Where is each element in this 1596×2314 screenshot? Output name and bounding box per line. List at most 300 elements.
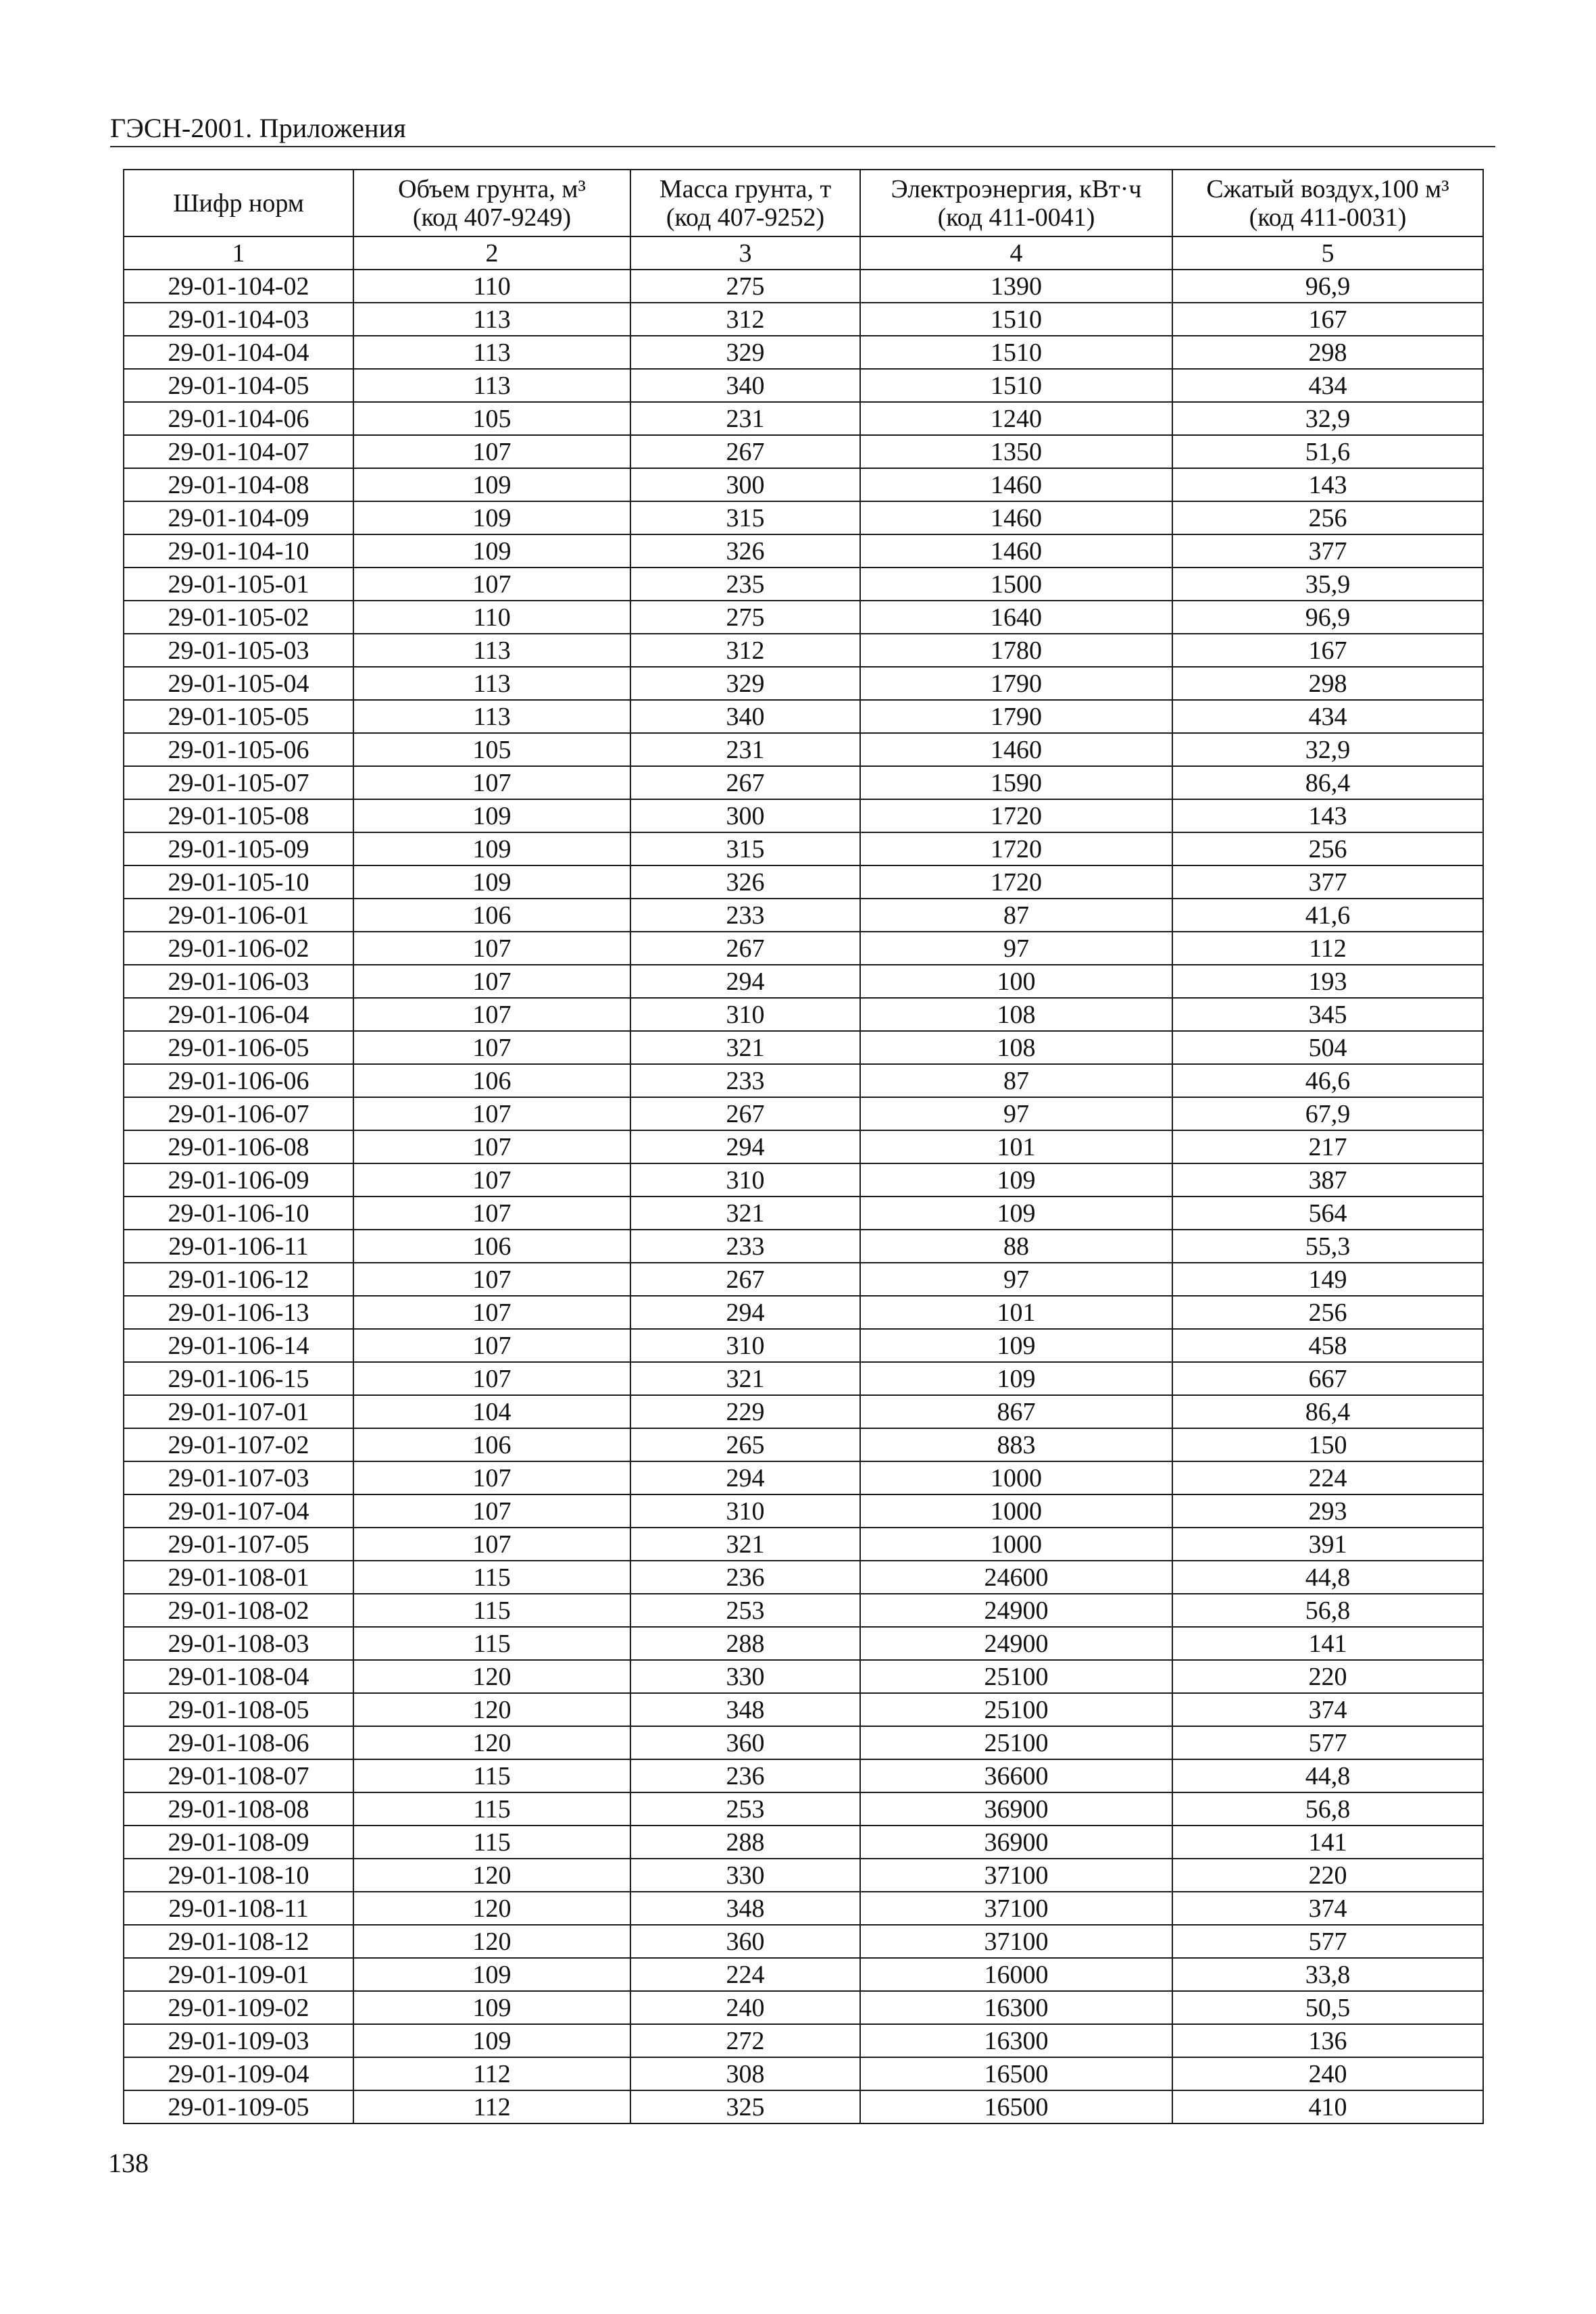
cell-soil-mass: 310 bbox=[630, 1163, 860, 1197]
cell-soil-volume: 107 bbox=[353, 1197, 630, 1230]
cell-compressed-air: 298 bbox=[1172, 667, 1483, 700]
table-row bbox=[124, 534, 1483, 568]
cell-electricity: 16000 bbox=[860, 1958, 1172, 1991]
cell-soil-volume: 120 bbox=[353, 1925, 630, 1958]
cell-compressed-air: 256 bbox=[1172, 832, 1483, 865]
cell-norm-code: 29-01-107-03 bbox=[124, 1461, 353, 1494]
column-header-label: Шифр норм bbox=[173, 188, 304, 218]
cell-norm-code: 29-01-109-04 bbox=[124, 2057, 353, 2090]
cell-compressed-air: 112 bbox=[1172, 932, 1483, 965]
cell-soil-volume: 113 bbox=[353, 303, 630, 336]
table-row bbox=[124, 1362, 1483, 1395]
table-row bbox=[124, 270, 1483, 303]
cell-electricity: 109 bbox=[860, 1197, 1172, 1230]
cell-soil-mass: 340 bbox=[630, 700, 860, 733]
table-row bbox=[124, 865, 1483, 899]
cell-compressed-air: 256 bbox=[1172, 501, 1483, 534]
cell-compressed-air: 51,6 bbox=[1172, 435, 1483, 468]
cell-soil-mass: 229 bbox=[630, 1395, 860, 1428]
cell-electricity: 24600 bbox=[860, 1561, 1172, 1594]
cell-electricity: 97 bbox=[860, 1263, 1172, 1296]
table-row bbox=[124, 1031, 1483, 1064]
column-header-label: Масса грунта, т bbox=[659, 174, 832, 203]
cell-electricity: 1720 bbox=[860, 832, 1172, 865]
cell-norm-code: 29-01-106-10 bbox=[124, 1197, 353, 1230]
cell-norm-code: 29-01-106-08 bbox=[124, 1130, 353, 1163]
table-row bbox=[124, 1528, 1483, 1561]
table-row bbox=[124, 700, 1483, 733]
cell-norm-code: 29-01-104-02 bbox=[124, 270, 353, 303]
cell-electricity: 16300 bbox=[860, 2024, 1172, 2057]
cell-compressed-air: 256 bbox=[1172, 1296, 1483, 1329]
cell-compressed-air: 136 bbox=[1172, 2024, 1483, 2057]
cell-norm-code: 29-01-107-04 bbox=[124, 1494, 353, 1528]
column-number: 1 bbox=[124, 236, 353, 270]
column-number: 2 bbox=[353, 236, 630, 270]
cell-soil-mass: 310 bbox=[630, 998, 860, 1031]
cell-soil-mass: 267 bbox=[630, 435, 860, 468]
cell-electricity: 1510 bbox=[860, 336, 1172, 369]
cell-electricity: 108 bbox=[860, 1031, 1172, 1064]
table-row bbox=[124, 1329, 1483, 1362]
cell-soil-volume: 107 bbox=[353, 1263, 630, 1296]
cell-compressed-air: 377 bbox=[1172, 534, 1483, 568]
table-row bbox=[124, 303, 1483, 336]
cell-soil-volume: 120 bbox=[353, 1693, 630, 1726]
table-row bbox=[124, 965, 1483, 998]
cell-norm-code: 29-01-106-13 bbox=[124, 1296, 353, 1329]
table-row bbox=[124, 1197, 1483, 1230]
cell-soil-volume: 109 bbox=[353, 1991, 630, 2024]
cell-compressed-air: 35,9 bbox=[1172, 568, 1483, 601]
column-header-code-label: (код 407-9249) bbox=[412, 203, 572, 232]
table-row bbox=[124, 1792, 1483, 1826]
cell-soil-mass: 294 bbox=[630, 1130, 860, 1163]
cell-soil-volume: 107 bbox=[353, 1528, 630, 1561]
cell-electricity: 1640 bbox=[860, 601, 1172, 634]
cell-soil-mass: 329 bbox=[630, 667, 860, 700]
cell-soil-volume: 106 bbox=[353, 1428, 630, 1461]
cell-compressed-air: 32,9 bbox=[1172, 402, 1483, 435]
page-number: 138 bbox=[108, 2148, 149, 2178]
cell-soil-volume: 109 bbox=[353, 865, 630, 899]
cell-soil-mass: 330 bbox=[630, 1859, 860, 1892]
cell-norm-code: 29-01-104-10 bbox=[124, 534, 353, 568]
cell-compressed-air: 33,8 bbox=[1172, 1958, 1483, 1991]
table-row bbox=[124, 1627, 1483, 1660]
table-row bbox=[124, 1130, 1483, 1163]
cell-soil-mass: 253 bbox=[630, 1792, 860, 1826]
cell-norm-code: 29-01-109-02 bbox=[124, 1991, 353, 2024]
cell-norm-code: 29-01-104-05 bbox=[124, 369, 353, 402]
cell-soil-mass: 267 bbox=[630, 932, 860, 965]
cell-soil-volume: 120 bbox=[353, 1859, 630, 1892]
table-row bbox=[124, 1991, 1483, 2024]
column-header-electricity bbox=[860, 170, 1172, 236]
column-number: 4 bbox=[860, 236, 1172, 270]
cell-soil-mass: 233 bbox=[630, 1064, 860, 1097]
cell-electricity: 24900 bbox=[860, 1594, 1172, 1627]
cell-soil-volume: 115 bbox=[353, 1561, 630, 1594]
column-header-code-label: (код 411-0041) bbox=[937, 203, 1095, 232]
table-row bbox=[124, 1395, 1483, 1428]
cell-soil-volume: 104 bbox=[353, 1395, 630, 1428]
cell-compressed-air: 377 bbox=[1172, 865, 1483, 899]
cell-electricity: 1460 bbox=[860, 468, 1172, 501]
table-row bbox=[124, 1660, 1483, 1693]
cell-norm-code: 29-01-106-07 bbox=[124, 1097, 353, 1130]
table-row bbox=[124, 998, 1483, 1031]
cell-compressed-air: 86,4 bbox=[1172, 1395, 1483, 1428]
cell-compressed-air: 167 bbox=[1172, 303, 1483, 336]
cell-soil-mass: 348 bbox=[630, 1892, 860, 1925]
cell-norm-code: 29-01-108-01 bbox=[124, 1561, 353, 1594]
cell-norm-code: 29-01-109-05 bbox=[124, 2090, 353, 2123]
table-row bbox=[124, 2090, 1483, 2123]
cell-soil-volume: 113 bbox=[353, 369, 630, 402]
cell-compressed-air: 149 bbox=[1172, 1263, 1483, 1296]
cell-norm-code: 29-01-108-12 bbox=[124, 1925, 353, 1958]
cell-norm-code: 29-01-108-08 bbox=[124, 1792, 353, 1826]
cell-compressed-air: 345 bbox=[1172, 998, 1483, 1031]
cell-soil-volume: 113 bbox=[353, 336, 630, 369]
cell-soil-volume: 115 bbox=[353, 1759, 630, 1792]
table-row bbox=[124, 2057, 1483, 2090]
cell-soil-mass: 330 bbox=[630, 1660, 860, 1693]
cell-electricity: 109 bbox=[860, 1362, 1172, 1395]
cell-soil-volume: 106 bbox=[353, 1064, 630, 1097]
cell-soil-mass: 321 bbox=[630, 1031, 860, 1064]
cell-norm-code: 29-01-104-07 bbox=[124, 435, 353, 468]
cell-electricity: 1460 bbox=[860, 501, 1172, 534]
cell-soil-mass: 321 bbox=[630, 1362, 860, 1395]
cell-compressed-air: 44,8 bbox=[1172, 1759, 1483, 1792]
cell-soil-mass: 288 bbox=[630, 1627, 860, 1660]
cell-soil-mass: 294 bbox=[630, 965, 860, 998]
table-row bbox=[124, 1693, 1483, 1726]
cell-norm-code: 29-01-109-03 bbox=[124, 2024, 353, 2057]
cell-norm-code: 29-01-108-11 bbox=[124, 1892, 353, 1925]
cell-soil-mass: 272 bbox=[630, 2024, 860, 2057]
cell-compressed-air: 141 bbox=[1172, 1826, 1483, 1859]
cell-soil-volume: 107 bbox=[353, 1329, 630, 1362]
cell-compressed-air: 44,8 bbox=[1172, 1561, 1483, 1594]
cell-electricity: 1510 bbox=[860, 369, 1172, 402]
cell-soil-mass: 321 bbox=[630, 1528, 860, 1561]
cell-electricity: 36900 bbox=[860, 1826, 1172, 1859]
cell-compressed-air: 293 bbox=[1172, 1494, 1483, 1528]
cell-soil-volume: 115 bbox=[353, 1594, 630, 1627]
cell-norm-code: 29-01-106-09 bbox=[124, 1163, 353, 1197]
cell-norm-code: 29-01-105-07 bbox=[124, 766, 353, 799]
column-header-label: Электроэнергия, кВт·ч bbox=[891, 174, 1142, 203]
cell-electricity: 1460 bbox=[860, 733, 1172, 766]
cell-soil-volume: 115 bbox=[353, 1826, 630, 1859]
cell-soil-mass: 310 bbox=[630, 1329, 860, 1362]
cell-soil-mass: 224 bbox=[630, 1958, 860, 1991]
cell-soil-volume: 107 bbox=[353, 1494, 630, 1528]
cell-electricity: 37100 bbox=[860, 1892, 1172, 1925]
cell-soil-mass: 265 bbox=[630, 1428, 860, 1461]
table-row bbox=[124, 1859, 1483, 1892]
table-body bbox=[124, 270, 1483, 2123]
cell-compressed-air: 96,9 bbox=[1172, 601, 1483, 634]
cell-soil-volume: 107 bbox=[353, 1097, 630, 1130]
cell-soil-mass: 329 bbox=[630, 336, 860, 369]
column-header-label: Сжатый воздух,100 м³ bbox=[1206, 174, 1449, 203]
header-rule bbox=[110, 146, 1495, 147]
cell-electricity: 1000 bbox=[860, 1528, 1172, 1561]
table-row bbox=[124, 1494, 1483, 1528]
table-row bbox=[124, 899, 1483, 932]
cell-electricity: 37100 bbox=[860, 1859, 1172, 1892]
cell-soil-volume: 107 bbox=[353, 1031, 630, 1064]
table-row bbox=[124, 1263, 1483, 1296]
cell-electricity: 97 bbox=[860, 1097, 1172, 1130]
cell-soil-mass: 360 bbox=[630, 1726, 860, 1759]
cell-compressed-air: 434 bbox=[1172, 700, 1483, 733]
cell-norm-code: 29-01-105-06 bbox=[124, 733, 353, 766]
cell-soil-mass: 326 bbox=[630, 865, 860, 899]
cell-norm-code: 29-01-105-08 bbox=[124, 799, 353, 832]
cell-norm-code: 29-01-104-06 bbox=[124, 402, 353, 435]
cell-electricity: 1460 bbox=[860, 534, 1172, 568]
cell-compressed-air: 41,6 bbox=[1172, 899, 1483, 932]
column-header-code-label: (код 411-0031) bbox=[1249, 203, 1407, 232]
cell-norm-code: 29-01-105-10 bbox=[124, 865, 353, 899]
cell-norm-code: 29-01-108-10 bbox=[124, 1859, 353, 1892]
cell-soil-volume: 115 bbox=[353, 1792, 630, 1826]
cell-norm-code: 29-01-104-09 bbox=[124, 501, 353, 534]
cell-compressed-air: 67,9 bbox=[1172, 1097, 1483, 1130]
cell-compressed-air: 220 bbox=[1172, 1660, 1483, 1693]
cell-electricity: 1720 bbox=[860, 865, 1172, 899]
cell-norm-code: 29-01-105-09 bbox=[124, 832, 353, 865]
cell-soil-volume: 120 bbox=[353, 1892, 630, 1925]
cell-electricity: 37100 bbox=[860, 1925, 1172, 1958]
cell-soil-volume: 107 bbox=[353, 435, 630, 468]
table-row bbox=[124, 468, 1483, 501]
cell-norm-code: 29-01-108-02 bbox=[124, 1594, 353, 1627]
table-row bbox=[124, 402, 1483, 435]
table-row bbox=[124, 369, 1483, 402]
norms-table bbox=[123, 169, 1484, 2124]
cell-compressed-air: 577 bbox=[1172, 1726, 1483, 1759]
cell-norm-code: 29-01-106-12 bbox=[124, 1263, 353, 1296]
column-header-label: Объем грунта, м³ bbox=[398, 174, 586, 203]
cell-electricity: 25100 bbox=[860, 1660, 1172, 1693]
cell-soil-mass: 308 bbox=[630, 2057, 860, 2090]
cell-norm-code: 29-01-106-05 bbox=[124, 1031, 353, 1064]
cell-soil-mass: 267 bbox=[630, 1097, 860, 1130]
cell-electricity: 1000 bbox=[860, 1461, 1172, 1494]
cell-soil-volume: 109 bbox=[353, 832, 630, 865]
cell-soil-volume: 113 bbox=[353, 634, 630, 667]
cell-soil-mass: 236 bbox=[630, 1561, 860, 1594]
table-row bbox=[124, 1826, 1483, 1859]
cell-soil-mass: 325 bbox=[630, 2090, 860, 2123]
cell-soil-volume: 112 bbox=[353, 2090, 630, 2123]
cell-soil-volume: 120 bbox=[353, 1726, 630, 1759]
cell-electricity: 100 bbox=[860, 965, 1172, 998]
cell-compressed-air: 564 bbox=[1172, 1197, 1483, 1230]
cell-compressed-air: 298 bbox=[1172, 336, 1483, 369]
cell-norm-code: 29-01-108-06 bbox=[124, 1726, 353, 1759]
cell-norm-code: 29-01-107-05 bbox=[124, 1528, 353, 1561]
cell-electricity: 109 bbox=[860, 1163, 1172, 1197]
cell-soil-mass: 348 bbox=[630, 1693, 860, 1726]
cell-norm-code: 29-01-107-02 bbox=[124, 1428, 353, 1461]
cell-compressed-air: 193 bbox=[1172, 965, 1483, 998]
cell-soil-mass: 340 bbox=[630, 369, 860, 402]
cell-electricity: 1790 bbox=[860, 667, 1172, 700]
cell-soil-mass: 315 bbox=[630, 501, 860, 534]
cell-soil-volume: 120 bbox=[353, 1660, 630, 1693]
cell-compressed-air: 55,3 bbox=[1172, 1230, 1483, 1263]
cell-norm-code: 29-01-108-04 bbox=[124, 1660, 353, 1693]
cell-compressed-air: 167 bbox=[1172, 634, 1483, 667]
cell-soil-volume: 109 bbox=[353, 534, 630, 568]
table-row bbox=[124, 1064, 1483, 1097]
cell-soil-volume: 106 bbox=[353, 899, 630, 932]
cell-soil-volume: 109 bbox=[353, 501, 630, 534]
cell-soil-mass: 236 bbox=[630, 1759, 860, 1792]
cell-compressed-air: 143 bbox=[1172, 468, 1483, 501]
cell-soil-volume: 110 bbox=[353, 601, 630, 634]
table-row bbox=[124, 1296, 1483, 1329]
cell-compressed-air: 150 bbox=[1172, 1428, 1483, 1461]
cell-soil-volume: 105 bbox=[353, 733, 630, 766]
cell-electricity: 109 bbox=[860, 1329, 1172, 1362]
cell-soil-volume: 107 bbox=[353, 568, 630, 601]
cell-compressed-air: 96,9 bbox=[1172, 270, 1483, 303]
table-row bbox=[124, 634, 1483, 667]
table-row bbox=[124, 733, 1483, 766]
cell-electricity: 1510 bbox=[860, 303, 1172, 336]
cell-electricity: 97 bbox=[860, 932, 1172, 965]
cell-soil-volume: 109 bbox=[353, 1958, 630, 1991]
table-row bbox=[124, 1759, 1483, 1792]
cell-compressed-air: 391 bbox=[1172, 1528, 1483, 1561]
table-row bbox=[124, 766, 1483, 799]
cell-compressed-air: 504 bbox=[1172, 1031, 1483, 1064]
table-row bbox=[124, 501, 1483, 534]
table-row bbox=[124, 799, 1483, 832]
table-row bbox=[124, 435, 1483, 468]
cell-soil-mass: 294 bbox=[630, 1296, 860, 1329]
cell-electricity: 1350 bbox=[860, 435, 1172, 468]
cell-soil-mass: 315 bbox=[630, 832, 860, 865]
cell-soil-volume: 105 bbox=[353, 402, 630, 435]
cell-soil-mass: 231 bbox=[630, 733, 860, 766]
cell-electricity: 87 bbox=[860, 1064, 1172, 1097]
cell-electricity: 36900 bbox=[860, 1792, 1172, 1826]
cell-norm-code: 29-01-106-11 bbox=[124, 1230, 353, 1263]
cell-compressed-air: 56,8 bbox=[1172, 1594, 1483, 1627]
cell-electricity: 108 bbox=[860, 998, 1172, 1031]
cell-soil-mass: 360 bbox=[630, 1925, 860, 1958]
cell-electricity: 1000 bbox=[860, 1494, 1172, 1528]
cell-compressed-air: 224 bbox=[1172, 1461, 1483, 1494]
cell-soil-volume: 107 bbox=[353, 1163, 630, 1197]
cell-soil-volume: 106 bbox=[353, 1230, 630, 1263]
cell-electricity: 1720 bbox=[860, 799, 1172, 832]
cell-soil-mass: 231 bbox=[630, 402, 860, 435]
cell-soil-mass: 275 bbox=[630, 601, 860, 634]
cell-compressed-air: 32,9 bbox=[1172, 733, 1483, 766]
column-number: 5 bbox=[1172, 236, 1483, 270]
cell-norm-code: 29-01-106-02 bbox=[124, 932, 353, 965]
cell-norm-code: 29-01-105-05 bbox=[124, 700, 353, 733]
cell-electricity: 1240 bbox=[860, 402, 1172, 435]
cell-compressed-air: 143 bbox=[1172, 799, 1483, 832]
cell-soil-volume: 107 bbox=[353, 1296, 630, 1329]
table-row bbox=[124, 832, 1483, 865]
cell-norm-code: 29-01-104-08 bbox=[124, 468, 353, 501]
table-row bbox=[124, 1097, 1483, 1130]
cell-soil-volume: 110 bbox=[353, 270, 630, 303]
cell-compressed-air: 374 bbox=[1172, 1892, 1483, 1925]
cell-soil-mass: 300 bbox=[630, 468, 860, 501]
cell-soil-volume: 109 bbox=[353, 2024, 630, 2057]
table-header-row bbox=[124, 170, 1483, 236]
cell-soil-mass: 240 bbox=[630, 1991, 860, 2024]
column-header-code bbox=[124, 170, 353, 236]
column-header-soil-mass bbox=[630, 170, 860, 236]
table-row bbox=[124, 601, 1483, 634]
cell-soil-mass: 312 bbox=[630, 634, 860, 667]
cell-norm-code: 29-01-106-06 bbox=[124, 1064, 353, 1097]
table-row bbox=[124, 1958, 1483, 1991]
cell-compressed-air: 217 bbox=[1172, 1130, 1483, 1163]
cell-electricity: 24900 bbox=[860, 1627, 1172, 1660]
cell-norm-code: 29-01-106-15 bbox=[124, 1362, 353, 1395]
cell-soil-volume: 113 bbox=[353, 700, 630, 733]
cell-norm-code: 29-01-104-03 bbox=[124, 303, 353, 336]
table-row bbox=[124, 1461, 1483, 1494]
table-row bbox=[124, 336, 1483, 369]
column-header-soil-volume bbox=[353, 170, 630, 236]
cell-compressed-air: 434 bbox=[1172, 369, 1483, 402]
cell-electricity: 16500 bbox=[860, 2090, 1172, 2123]
table-row bbox=[124, 1594, 1483, 1627]
cell-soil-volume: 112 bbox=[353, 2057, 630, 2090]
cell-compressed-air: 86,4 bbox=[1172, 766, 1483, 799]
cell-norm-code: 29-01-109-01 bbox=[124, 1958, 353, 1991]
cell-soil-volume: 107 bbox=[353, 1362, 630, 1395]
cell-electricity: 36600 bbox=[860, 1759, 1172, 1792]
cell-electricity: 1590 bbox=[860, 766, 1172, 799]
cell-compressed-air: 410 bbox=[1172, 2090, 1483, 2123]
cell-electricity: 16500 bbox=[860, 2057, 1172, 2090]
cell-soil-mass: 288 bbox=[630, 1826, 860, 1859]
cell-electricity: 883 bbox=[860, 1428, 1172, 1461]
cell-norm-code: 29-01-107-01 bbox=[124, 1395, 353, 1428]
column-number: 3 bbox=[630, 236, 860, 270]
cell-soil-mass: 267 bbox=[630, 1263, 860, 1296]
cell-soil-volume: 107 bbox=[353, 1461, 630, 1494]
cell-compressed-air: 141 bbox=[1172, 1627, 1483, 1660]
cell-compressed-air: 577 bbox=[1172, 1925, 1483, 1958]
table-row bbox=[124, 667, 1483, 700]
table-row bbox=[124, 1428, 1483, 1461]
cell-electricity: 1390 bbox=[860, 270, 1172, 303]
cell-electricity: 25100 bbox=[860, 1693, 1172, 1726]
page-header-title: ГЭСН-2001. Приложения bbox=[110, 113, 406, 143]
cell-electricity: 101 bbox=[860, 1296, 1172, 1329]
cell-compressed-air: 56,8 bbox=[1172, 1792, 1483, 1826]
cell-soil-mass: 235 bbox=[630, 568, 860, 601]
